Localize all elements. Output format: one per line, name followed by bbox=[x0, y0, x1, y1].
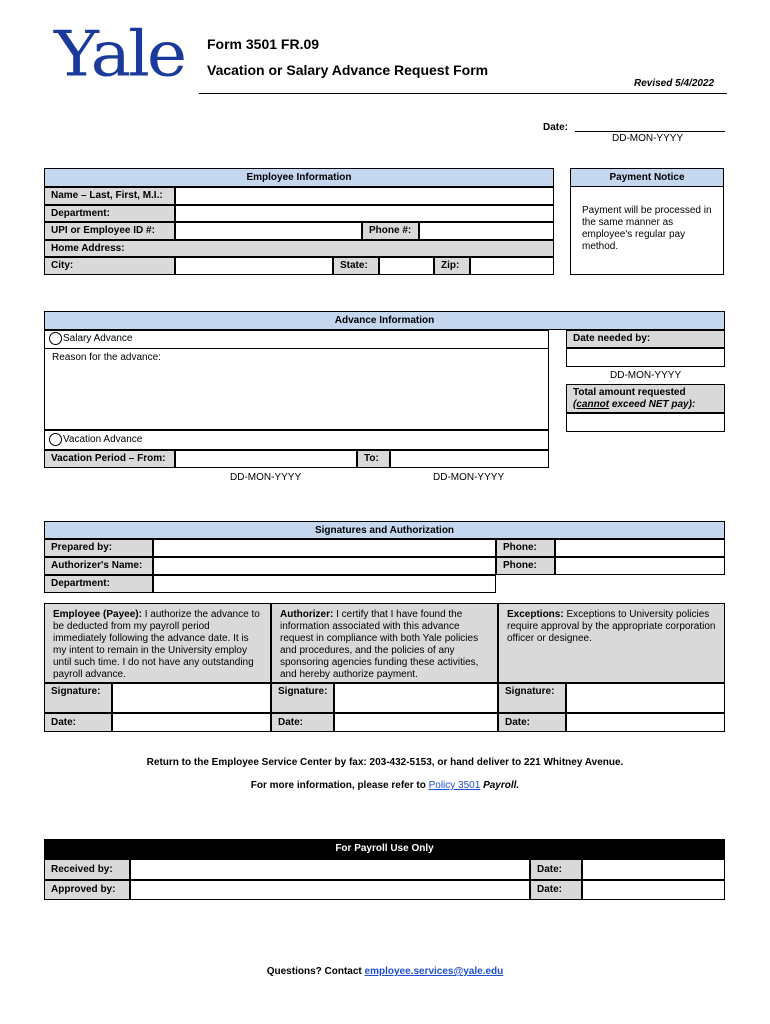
from-format-hint: DD-MON-YYYY bbox=[230, 472, 302, 483]
exceptions-date-label: Date: bbox=[498, 713, 566, 732]
exceptions-signature-label: Signature: bbox=[498, 683, 566, 713]
authorizer-line: and hereby authorize payment. bbox=[280, 669, 418, 680]
revised-date: Revised 5/4/2022 bbox=[634, 78, 715, 89]
employee-line: I authorize the advance to bbox=[141, 609, 260, 620]
salary-advance-radio[interactable] bbox=[49, 332, 62, 345]
payment-notice-line: Payment will be processed in bbox=[582, 205, 712, 216]
payment-notice-title: Payment Notice bbox=[570, 168, 724, 187]
employee-line: immediately following the advance date. It is bbox=[53, 633, 249, 644]
reason-label: Reason for the advance: bbox=[52, 352, 161, 363]
vacation-advance-option[interactable] bbox=[49, 433, 142, 446]
received-date-field[interactable] bbox=[582, 859, 725, 880]
note-close: ): bbox=[688, 399, 696, 410]
header-divider bbox=[199, 93, 727, 94]
authorizer-date-label: Date: bbox=[271, 713, 334, 732]
name-label: Name – Last, First, M.I.: bbox=[44, 187, 175, 205]
department-label: Department: bbox=[44, 205, 175, 222]
vacation-to-field[interactable] bbox=[390, 450, 549, 468]
home-address-label: Home Address: bbox=[44, 240, 554, 257]
employee-signature-field[interactable] bbox=[112, 683, 271, 713]
exceptions-line: require approval by the appropriate corporation bbox=[507, 621, 716, 632]
city-field[interactable] bbox=[175, 257, 333, 275]
approved-date-field[interactable] bbox=[582, 880, 725, 900]
state-label: State: bbox=[333, 257, 379, 275]
zip-field[interactable] bbox=[470, 257, 554, 275]
authorizer-statement-text bbox=[280, 609, 497, 681]
payment-notice-text bbox=[582, 205, 712, 253]
authorizer-line: request in compliance with both Yale policies bbox=[280, 633, 479, 644]
note-cannot: cannot bbox=[576, 399, 610, 410]
payroll-suffix: Payroll. bbox=[483, 780, 520, 791]
more-info-line bbox=[0, 780, 770, 791]
date-needed-field[interactable] bbox=[566, 348, 725, 367]
prepared-by-label: Prepared by: bbox=[44, 539, 153, 557]
exceptions-signature-field[interactable] bbox=[566, 683, 725, 713]
authorizer-line: and procedures, and the policies of any bbox=[280, 645, 455, 656]
name-field[interactable] bbox=[175, 187, 554, 205]
exceptions-line: Exceptions to University policies bbox=[563, 609, 710, 620]
salary-advance-option[interactable] bbox=[49, 332, 133, 345]
received-by-field[interactable] bbox=[130, 859, 530, 880]
employee-signature-label: Signature: bbox=[44, 683, 112, 713]
form-number: Form 3501 FR.09 bbox=[207, 36, 320, 52]
employee-line: be deducted from my payroll period bbox=[53, 621, 210, 632]
signatures-title: Signatures and Authorization bbox=[44, 521, 725, 539]
received-date-label: Date: bbox=[530, 859, 582, 880]
authorizer-name-field[interactable] bbox=[153, 557, 496, 575]
zip-label: Zip: bbox=[434, 257, 470, 275]
employee-date-field[interactable] bbox=[112, 713, 271, 732]
date-label: Date: bbox=[543, 122, 569, 133]
upi-field[interactable] bbox=[175, 222, 362, 240]
approved-date-label: Date: bbox=[530, 880, 582, 900]
total-amount-field[interactable] bbox=[566, 413, 725, 432]
phone-field[interactable] bbox=[419, 222, 554, 240]
vacation-to-label: To: bbox=[357, 450, 390, 468]
exceptions-line: officer or designee. bbox=[507, 633, 592, 644]
city-label: City: bbox=[44, 257, 175, 275]
authorizer-heading: Authorizer: bbox=[280, 609, 334, 620]
reason-field[interactable] bbox=[46, 366, 546, 426]
total-amount-note bbox=[573, 399, 724, 411]
phone-label-2: Phone: bbox=[496, 557, 555, 575]
employee-statement-text bbox=[53, 609, 270, 681]
approved-by-field[interactable] bbox=[130, 880, 530, 900]
advance-info-title: Advance Information bbox=[44, 311, 725, 330]
authorizer-line: I certify that I have found the bbox=[333, 609, 463, 620]
employee-line: my intent to remain in the University employ bbox=[53, 645, 247, 656]
vacation-from-field[interactable] bbox=[175, 450, 357, 468]
authorizer-line: sponsoring agencies funding these activities, bbox=[280, 657, 479, 668]
authorizer-phone-field[interactable] bbox=[555, 557, 725, 575]
employee-line: payroll advance. bbox=[53, 669, 126, 680]
vacation-period-label: Vacation Period – From: bbox=[44, 450, 175, 468]
more-info-prefix: For more information, please refer to bbox=[250, 780, 429, 791]
prepared-phone-field[interactable] bbox=[555, 539, 725, 557]
payroll-use-title: For Payroll Use Only bbox=[44, 839, 725, 859]
date-needed-format-hint: DD-MON-YYYY bbox=[610, 370, 682, 381]
policy-3501-link[interactable]: Policy 3501 bbox=[428, 780, 481, 791]
vacation-advance-radio[interactable] bbox=[49, 433, 62, 446]
employee-heading: Employee (Payee): bbox=[53, 609, 142, 620]
sig-department-label: Department: bbox=[44, 575, 153, 593]
department-field[interactable] bbox=[175, 205, 554, 222]
yale-logo: Yale bbox=[54, 18, 185, 92]
questions-line bbox=[0, 966, 770, 977]
employee-info-title: Employee Information bbox=[44, 168, 554, 187]
total-amount-label bbox=[566, 384, 725, 413]
authorizer-date-field[interactable] bbox=[334, 713, 498, 732]
total-amount-heading: Total amount requested bbox=[573, 387, 686, 398]
exceptions-statement-text bbox=[507, 609, 724, 645]
employee-date-label: Date: bbox=[44, 713, 112, 732]
to-format-hint: DD-MON-YYYY bbox=[433, 472, 505, 483]
return-instructions: Return to the Employee Service Center by fax: 203-432-5153, or hand deliver to 221 Whitney Avenue. bbox=[146, 757, 624, 768]
exceptions-date-field[interactable] bbox=[566, 713, 725, 732]
authorizer-name-label: Authorizer's Name: bbox=[44, 557, 153, 575]
state-field[interactable] bbox=[379, 257, 434, 275]
salary-divider bbox=[44, 348, 549, 349]
date-needed-label: Date needed by: bbox=[566, 330, 725, 348]
questions-prefix: Questions? Contact bbox=[266, 966, 365, 977]
note-open: ( bbox=[573, 399, 577, 410]
employee-line: until such time. I do not have any outstanding bbox=[53, 657, 254, 668]
date-format-hint: DD-MON-YYYY bbox=[612, 133, 684, 144]
prepared-by-field[interactable] bbox=[153, 539, 496, 557]
exceptions-heading: Exceptions: bbox=[507, 609, 564, 620]
note-rest: exceed NET pay bbox=[609, 399, 689, 410]
phone-label-1: Phone: bbox=[496, 539, 555, 557]
salary-advance-label: Salary Advance bbox=[63, 333, 133, 345]
phone-label: Phone #: bbox=[362, 222, 419, 240]
authorizer-signature-field[interactable] bbox=[334, 683, 498, 713]
sig-department-field[interactable] bbox=[153, 575, 496, 593]
payment-notice-line: the same manner as bbox=[582, 217, 674, 228]
approved-by-label: Approved by: bbox=[44, 880, 130, 900]
upi-label: UPI or Employee ID #: bbox=[44, 222, 175, 240]
employee-services-email-link[interactable]: employee.services@yale.edu bbox=[364, 966, 504, 977]
authorizer-statement bbox=[271, 603, 498, 683]
vacation-advance-label: Vacation Advance bbox=[63, 434, 143, 446]
authorizer-signature-label: Signature: bbox=[271, 683, 334, 713]
authorizer-line: information associated with this advance bbox=[280, 621, 460, 632]
form-title: Vacation or Salary Advance Request Form bbox=[207, 62, 489, 78]
date-field[interactable] bbox=[575, 131, 725, 132]
payment-notice-line: employee's regular pay bbox=[582, 229, 686, 240]
exceptions-statement bbox=[498, 603, 725, 683]
payment-notice-line: method. bbox=[582, 241, 619, 252]
received-by-label: Received by: bbox=[44, 859, 130, 880]
employee-statement bbox=[44, 603, 271, 683]
